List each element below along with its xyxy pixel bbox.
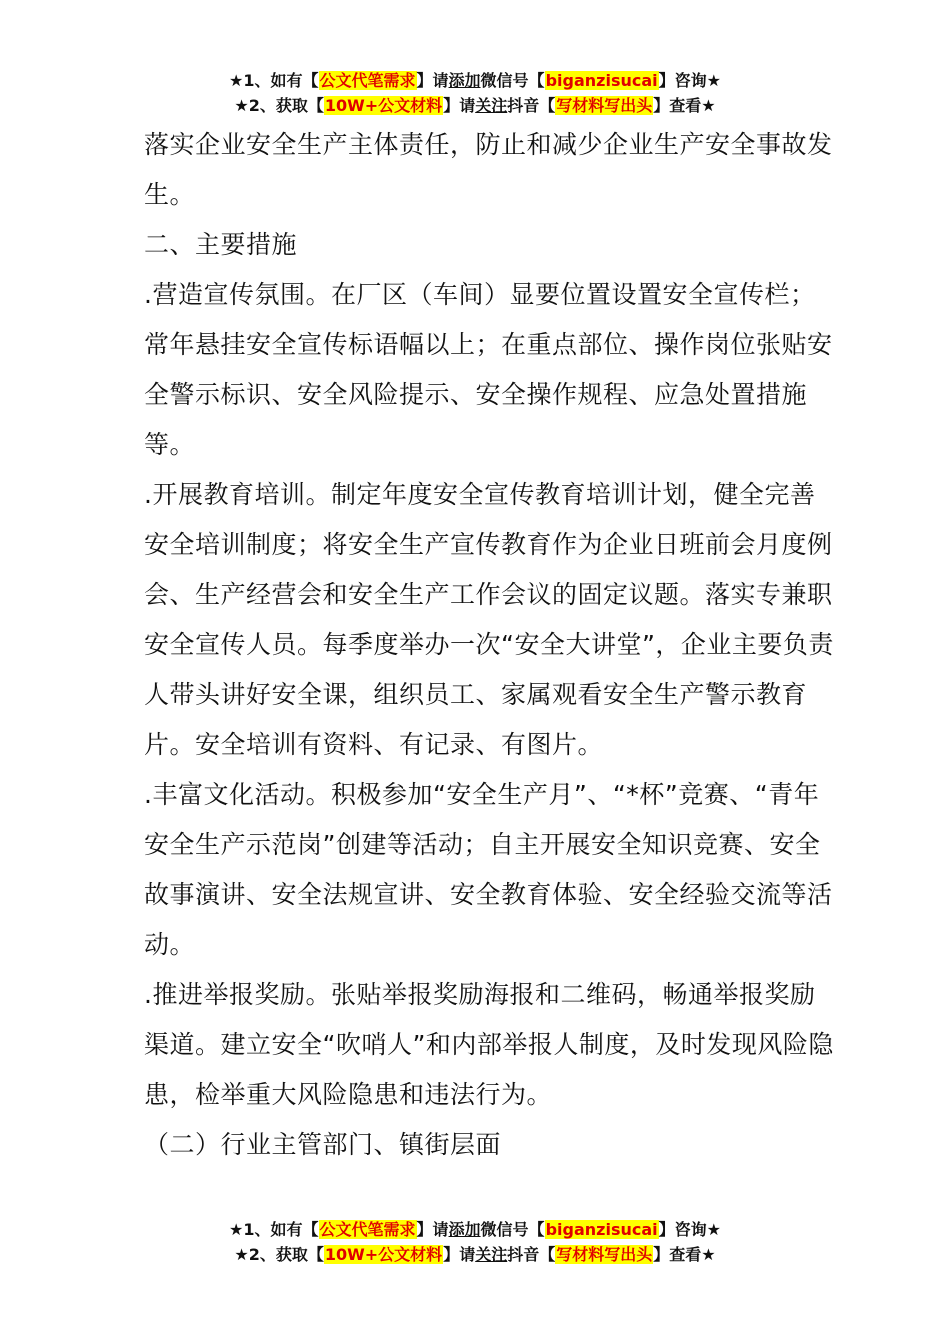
footer-banner [0, 1217, 950, 1267]
banner-text: ★1、如有【 [229, 71, 319, 90]
banner-text: 抖音【 [507, 1245, 556, 1264]
banner-highlight: 10W+公文材料 [324, 1245, 443, 1264]
banner-line-1 [0, 68, 950, 93]
banner-text: 】请 [443, 1245, 476, 1264]
banner-text: ★1、如有【 [229, 1220, 319, 1239]
banner-highlight: 10W+公文材料 [324, 96, 443, 115]
paragraph: .营造宣传氛围。在厂区（车间）显要位置设置安全宣传栏；常年悬挂安全宣传标语幅以上；在重点部位、操作岗位张贴安全警示标识、安全风险提示、安全操作规程、应急处置措施等。 [144, 280, 833, 459]
banner-line-2 [0, 93, 950, 118]
paragraph: .开展教育培训。制定年度安全宣传教育培训计划，健全完善安全培训制度；将安全生产宣传教育作为企业日班前会月度例会、生产经营会和安全生产工作会议的固定议题。落实专兼职安全宣传人员。每季度举办一次“安全大讲堂”，企业主要负责人带头讲好安全课，组织员工、家属观看安全生产警示教育片。安全培训有资料、有记录、有图片。 [144, 480, 834, 759]
banner-highlight: biganzisucai [545, 71, 658, 90]
banner-highlight: 写材料写出头 [556, 1245, 653, 1264]
banner-text: 】请 [416, 71, 449, 90]
banner-underlined-text: 关注 [475, 96, 508, 115]
banner-text: 】请 [443, 96, 476, 115]
banner-text: 】咨询★ [658, 1220, 721, 1239]
banner-text: ★2、获取【 [234, 1245, 324, 1264]
banner-highlight: biganzisucai [545, 1220, 658, 1239]
banner-underlined-text: 关注 [475, 1245, 508, 1264]
subsection-heading: （二）行业主管部门、镇街层面 [144, 1130, 502, 1159]
banner-text: 】咨询★ [658, 71, 721, 90]
banner-highlight: 写材料写出头 [556, 96, 653, 115]
banner-line-1 [0, 1217, 950, 1242]
banner-underlined-text: 添加 [448, 1220, 481, 1239]
banner-text: 】查看★ [653, 96, 716, 115]
document-body [144, 120, 834, 1170]
banner-text: 微信号【 [480, 1220, 545, 1239]
banner-highlight: 公文代笔需求 [319, 1220, 416, 1239]
paragraph: .丰富文化活动。积极参加“安全生产月”、“*杯”竞赛、“青年安全生产示范岗”创建等活动；自主开展安全知识竞赛、安全故事演讲、安全法规宣讲、安全教育体验、安全经验交流等活动。 [144, 780, 833, 959]
header-banner [0, 68, 950, 118]
banner-text: 】请 [416, 1220, 449, 1239]
section-heading: 二、主要措施 [144, 230, 298, 259]
banner-underlined-text: 添加 [448, 71, 481, 90]
banner-text: 抖音【 [507, 96, 556, 115]
paragraph: 落实企业安全生产主体责任，防止和减少企业生产安全事故发生。 [144, 130, 833, 209]
banner-line-2 [0, 1242, 950, 1267]
banner-text: 微信号【 [480, 71, 545, 90]
paragraph: .推进举报奖励。张贴举报奖励海报和二维码，畅通举报奖励渠道。建立安全“吹哨人”和内部举报人制度，及时发现风险隐患，检举重大风险隐患和违法行为。 [144, 980, 834, 1109]
banner-text: ★2、获取【 [234, 96, 324, 115]
banner-text: 】查看★ [653, 1245, 716, 1264]
banner-highlight: 公文代笔需求 [319, 71, 416, 90]
